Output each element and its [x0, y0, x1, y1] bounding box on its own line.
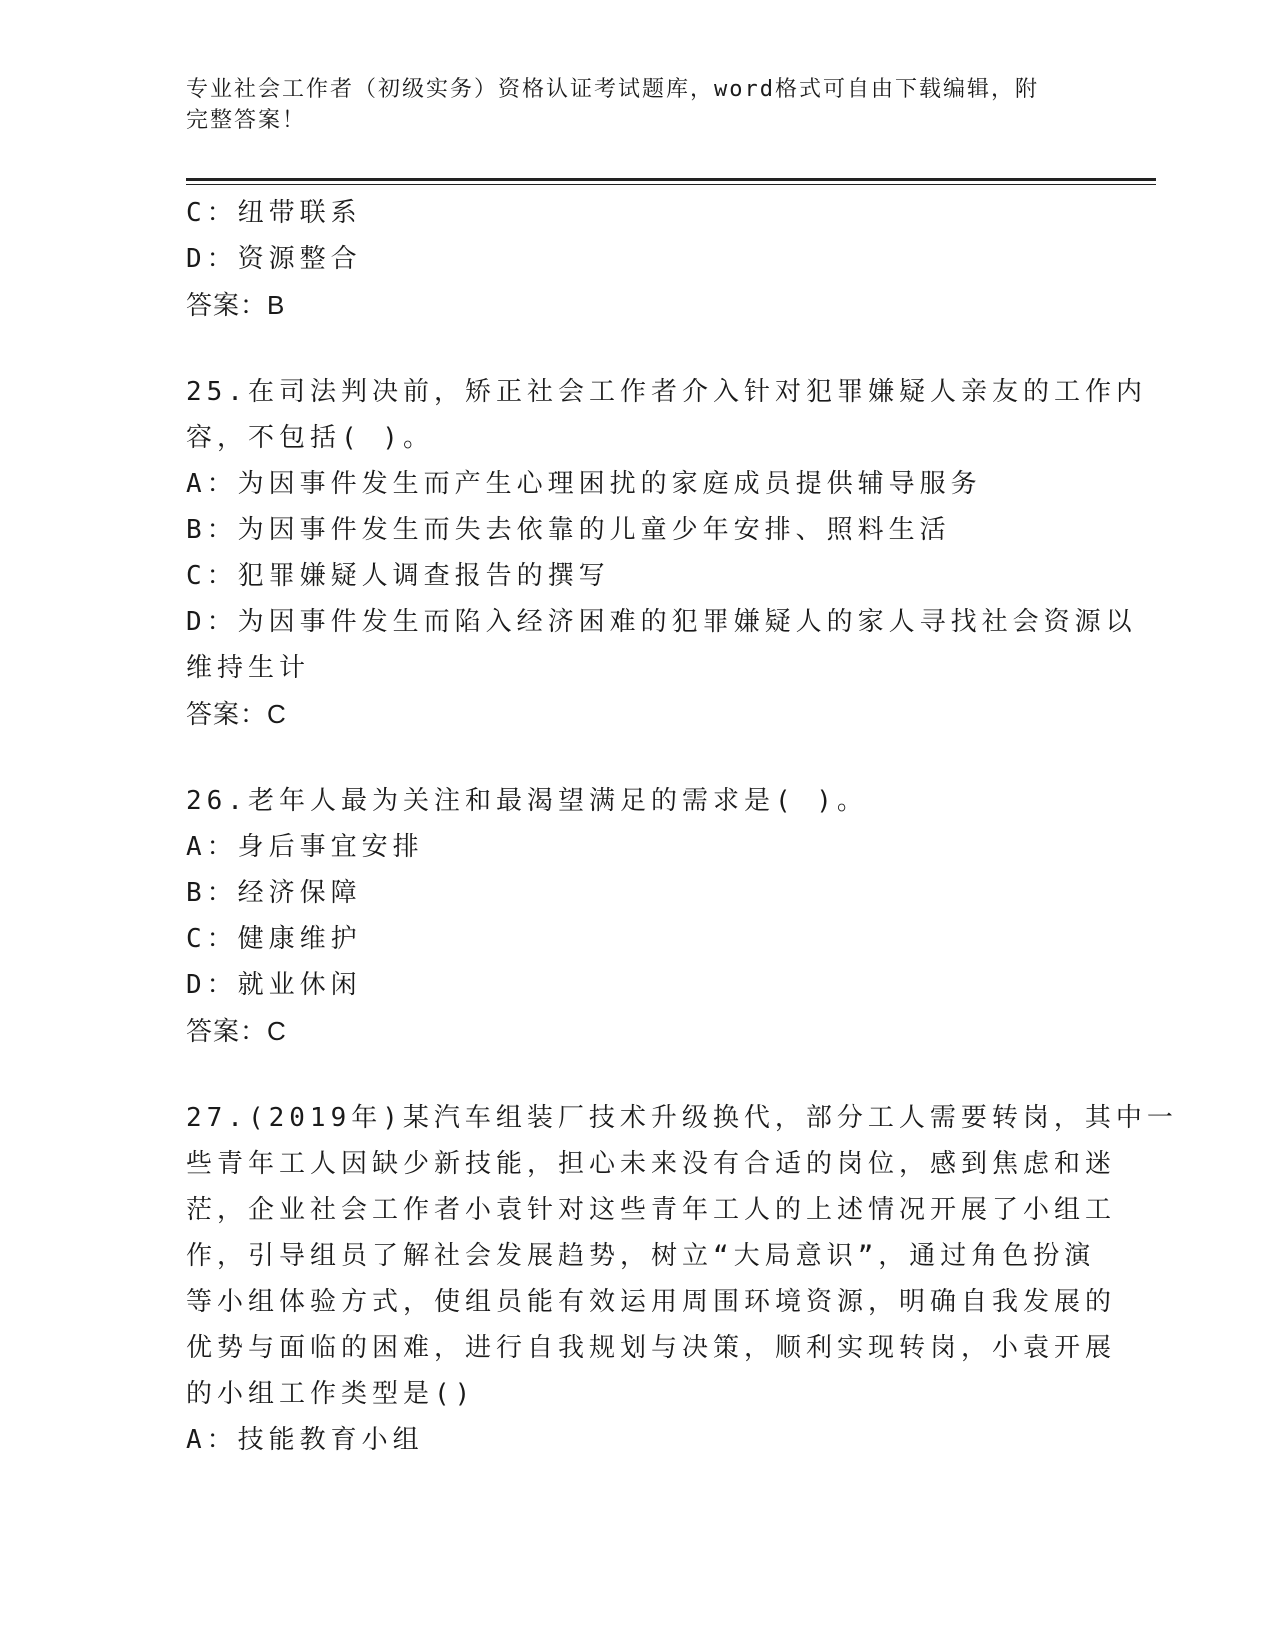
q27-stem-line-3: 茫，企业社会工作者小袁针对这些青年工人的上述情况开展了小组工 [186, 1195, 1117, 1225]
q25-option-d-line-1: D：为因事件发生而陷入经济困难的犯罪嫌疑人的家人寻找社会资源以 [186, 607, 1137, 637]
q27-stem-line-2: 些青年工人因缺少新技能，担心未来没有合适的岗位，感到焦虑和迷 [186, 1149, 1117, 1179]
q26-option-d: D：就业休闲 [186, 970, 362, 1000]
q25-stem-line-1: 25.在司法判决前，矫正社会工作者介入针对犯罪嫌疑人亲友的工作内 [186, 377, 1147, 407]
document-header [186, 74, 1066, 136]
q26-option-a: A：身后事宜安排 [186, 832, 424, 862]
q25-answer: 答案：C [186, 699, 287, 729]
prev-option-c: C：纽带联系 [186, 198, 362, 228]
question-25 [186, 369, 1147, 737]
header-line-2: 完整答案！ [186, 108, 307, 133]
prev-option-d: D：资源整合 [186, 244, 362, 274]
q25-stem-line-2: 容，不包括( )。 [186, 423, 434, 453]
q26-stem: 26.老年人最为关注和最渴望满足的需求是( )。 [186, 786, 868, 816]
q25-option-a: A：为因事件发生而产生心理困扰的家庭成员提供辅导服务 [186, 469, 982, 499]
q26-option-b: B：经济保障 [186, 878, 362, 908]
q26-answer: 答案：C [186, 1016, 287, 1046]
q27-stem-line-7: 的小组工作类型是() [186, 1379, 476, 1409]
q27-stem-line-6: 优势与面临的困难，进行自我规划与决策，顺利实现转岗，小袁开展 [186, 1333, 1117, 1363]
q27-option-a: A：技能教育小组 [186, 1425, 424, 1455]
q25-option-b: B：为因事件发生而失去依靠的儿童少年安排、照料生活 [186, 515, 951, 545]
q25-option-d-line-2: 维持生计 [186, 653, 311, 683]
question-content [186, 190, 1178, 1463]
prev-answer: 答案：B [186, 290, 286, 320]
q27-stem-line-4: 作，引导组员了解社会发展趋势，树立“大局意识”，通过角色扮演 [186, 1241, 1096, 1271]
q26-option-c: C：健康维护 [186, 924, 362, 954]
header-divider-thick [186, 178, 1156, 181]
question-27 [186, 1095, 1178, 1463]
header-line-1: 专业社会工作者（初级实务）资格认证考试题库，word格式可自由下载编辑，附 [186, 77, 1039, 102]
question-26 [186, 778, 1086, 1054]
q27-stem-line-5: 等小组体验方式，使组员能有效运用周围环境资源，明确自我发展的 [186, 1287, 1117, 1317]
header-divider-thin [186, 184, 1156, 185]
q27-stem-line-1: 27.(2019年)某汽车组装厂技术升级换代，部分工人需要转岗，其中一 [186, 1103, 1178, 1133]
q25-option-c: C：犯罪嫌疑人调查报告的撰写 [186, 561, 610, 591]
